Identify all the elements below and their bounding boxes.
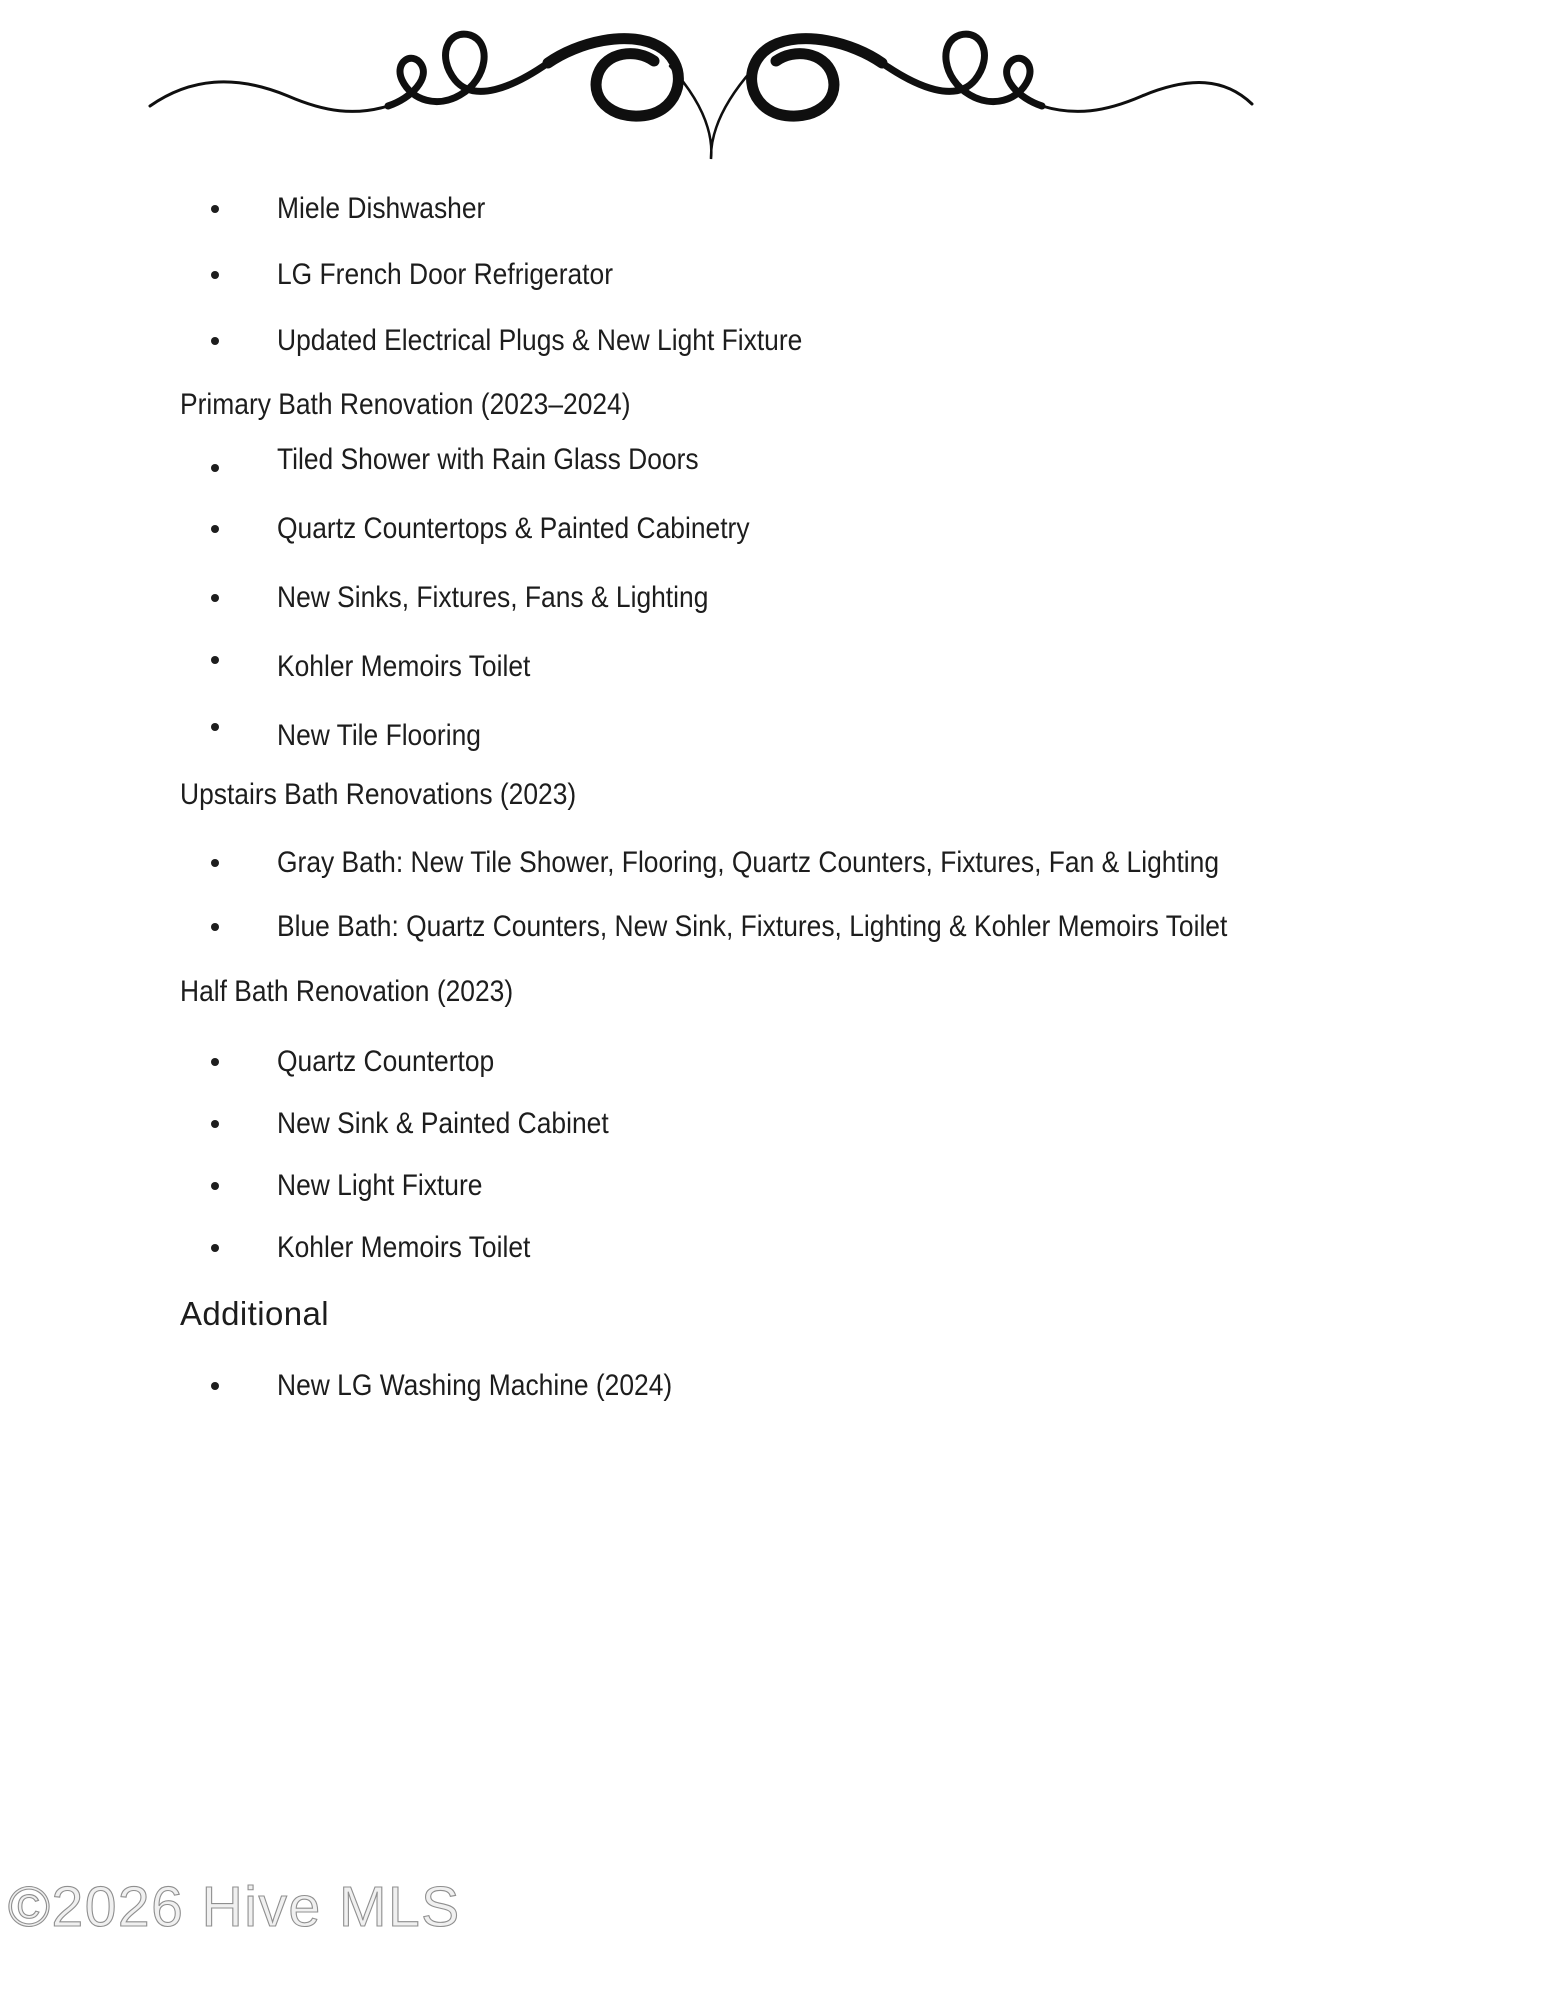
section-heading-text: Additional — [180, 1295, 329, 1332]
list-item — [180, 845, 1430, 881]
bullet-icon — [211, 1244, 219, 1252]
list-item — [180, 909, 1430, 945]
section-heading-text: Half Bath Renovation (2023) — [180, 975, 514, 1008]
list-item-text: Kohler Memoirs Toilet — [277, 1231, 531, 1264]
section-heading — [180, 974, 1430, 1010]
list-item-text: Kohler Memoirs Toilet — [277, 650, 531, 683]
section-heading — [180, 387, 1430, 423]
bullet-icon — [211, 723, 219, 731]
section — [180, 1266, 1430, 1404]
flourish-divider-icon — [140, 6, 1260, 181]
list-item — [180, 442, 1430, 478]
list-item-text: Miele Dishwasher — [277, 192, 486, 225]
list-item-text: Updated Electrical Plugs & New Light Fixture — [277, 324, 803, 357]
list-item — [180, 718, 1430, 754]
bullet-icon — [211, 923, 219, 931]
bullet-icon — [211, 1382, 219, 1390]
list-item — [180, 1044, 1430, 1080]
section — [180, 175, 1430, 359]
bullet-list — [180, 442, 1430, 754]
list-item — [180, 1230, 1430, 1266]
bullet-icon — [211, 525, 219, 533]
list-item — [180, 649, 1430, 685]
list-item-text: New LG Washing Machine (2024) — [277, 1369, 673, 1402]
list-item-text: Tiled Shower with Rain Glass Doors — [277, 443, 699, 476]
section-heading — [180, 777, 1430, 813]
bullet-icon — [211, 859, 219, 867]
document-body — [180, 175, 1430, 1404]
list-item — [180, 511, 1430, 547]
list-item-text: New Sinks, Fixtures, Fans & Lighting — [277, 581, 709, 614]
bullet-icon — [211, 1182, 219, 1190]
bullet-icon — [211, 594, 219, 602]
list-item-text: Gray Bath: New Tile Shower, Flooring, Quartz Counters, Fixtures, Fan & Lighting — [277, 846, 1220, 879]
bullet-icon — [211, 271, 219, 279]
bullet-list — [180, 845, 1430, 945]
section — [180, 754, 1430, 945]
bullet-icon — [211, 656, 219, 664]
section — [180, 945, 1430, 1266]
list-item — [180, 1106, 1430, 1142]
list-item-text: Quartz Countertop — [277, 1045, 495, 1078]
mls-watermark: ©2026 Hive MLS — [8, 1875, 461, 1939]
list-item — [180, 323, 1430, 359]
bullet-icon — [211, 1120, 219, 1128]
list-item-text: LG French Door Refrigerator — [277, 258, 613, 291]
section-heading — [180, 1293, 1430, 1335]
list-item — [180, 191, 1430, 227]
list-item — [180, 1368, 1430, 1404]
bullet-icon — [211, 464, 219, 472]
list-item-text: New Sink & Painted Cabinet — [277, 1107, 609, 1140]
section — [180, 359, 1430, 754]
bullet-list — [180, 1044, 1430, 1266]
list-item-text: New Tile Flooring — [277, 719, 481, 752]
bullet-icon — [211, 337, 219, 345]
section-heading-text: Primary Bath Renovation (2023–2024) — [180, 388, 631, 421]
list-item-text: Quartz Countertops & Painted Cabinetry — [277, 512, 750, 545]
bullet-list — [180, 1368, 1430, 1404]
list-item — [180, 1168, 1430, 1204]
list-item-text: New Light Fixture — [277, 1169, 483, 1202]
list-item — [180, 580, 1430, 616]
bullet-list — [180, 191, 1430, 359]
list-item-text: Blue Bath: Quartz Counters, New Sink, Fixtures, Lighting & Kohler Memoirs Toilet — [277, 910, 1228, 943]
bullet-icon — [211, 205, 219, 213]
bullet-icon — [211, 1058, 219, 1066]
section-heading-text: Upstairs Bath Renovations (2023) — [180, 778, 577, 811]
list-item — [180, 257, 1430, 293]
